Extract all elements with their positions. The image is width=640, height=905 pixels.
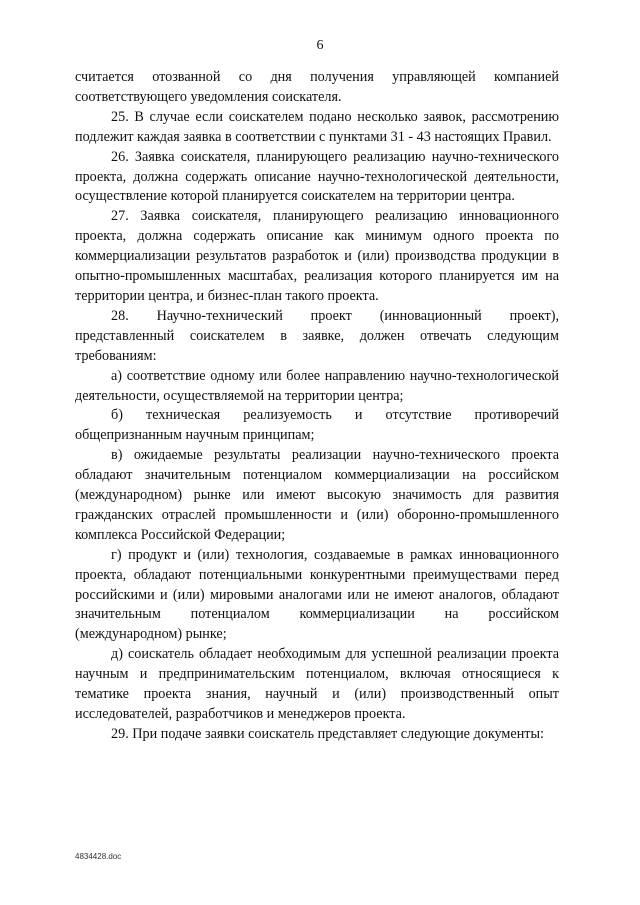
- body-text: [75, 68, 559, 745]
- paragraph: считается отозванной со дня получения управляющей компанией соответствующего уведомления соискателя.: [75, 69, 559, 105]
- page-number: 6: [316, 38, 324, 53]
- paragraph: 29. При подаче заявки соискатель представляет следующие документы:: [111, 725, 544, 742]
- paragraph: 26. Заявка соискателя, планирующего реализацию научно-технического проекта, должна содержать описание научно-технологической деятельности, осуществление которой планируется соискателем на территории центра.: [75, 148, 559, 205]
- paragraph: б) техническая реализуемость и отсутствие противоречий общепризнанным научным принципам;: [75, 407, 559, 444]
- paragraph: д) соискатель обладает необходимым для успешной реализации проекта научным и предпринимательским потенциалом, включая относящиеся к тематике проекта знания, научный и (или) производственный опыт исследователей, разработчиков и менеджеров проекта.: [75, 646, 559, 722]
- paragraph: 25. В случае если соискателем подано несколько заявок, рассмотрению подлежит каждая заявка в соответствии с пунктами 31 - 43 настоящих Правил.: [75, 108, 559, 145]
- paragraph: г) продукт и (или) технология, создаваемые в рамках инновационного проекта, обладают потенциальными конкурентными преимуществами перед российскими и (или) мировыми аналогами или не имеют аналогов, обладают значительным потенциалом коммерциализации на российском (международном) рынке;: [75, 546, 559, 643]
- paragraph: 27. Заявка соискателя, планирующего реализацию инновационного проекта, должна содержать описание как минимум одного проекта по коммерциализации результатов разработок и (или) производства продукции в опытно-промышленных масштабах, реализация которого планируется им на территории центра, и бизнес-план такого проекта.: [75, 208, 559, 304]
- paragraph: а) соответствие одному или более направлению научно-технологической деятельности, осуществляемой на территории центра;: [75, 367, 559, 404]
- paragraph: 28. Научно-технический проект (инновационный проект), представленный соискателем в заявке, должен отвечать следующим требованиям:: [75, 307, 559, 364]
- file-name-footer: 4834428.doc: [75, 852, 122, 861]
- paragraph: в) ожидаемые результаты реализации научно-технического проекта обладают значительным потенциалом коммерциализации на российском (международном) рынке или имеют высокую значимость для развития гражданских отраслей промышленности и (или) оборонно-промышленного комплекса Российской Федерации;: [75, 447, 559, 543]
